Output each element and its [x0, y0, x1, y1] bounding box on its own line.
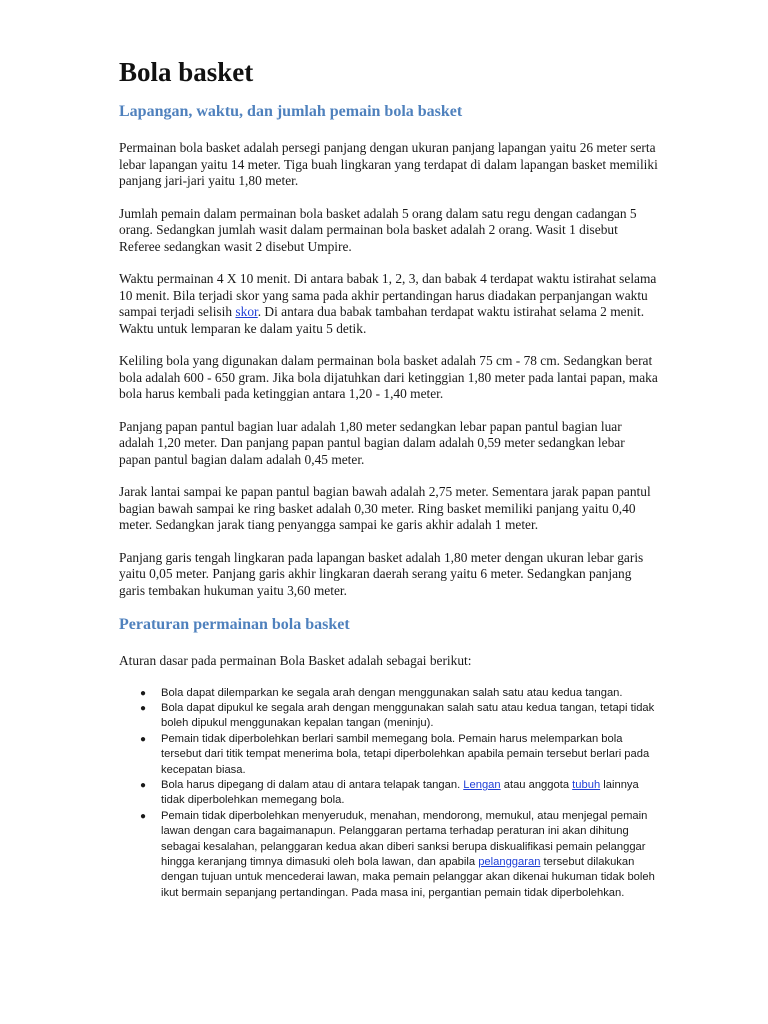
paragraph-keliling-bola: Keliling bola yang digunakan dalam permainan bola basket adalah 75 cm - 78 cm. Sedangkan berat bola adalah 600 - 650 gram. Jika bola dijatuhkan dari ketinggian 1,80 meter pada lantai papan, maka bola harus kembali pada ketinggian antara 1,20 - 1,40 meter.: [119, 353, 658, 401]
rules-list: [119, 686, 659, 902]
list-item-text: Pemain tidak diperbolehkan berlari sambil memegang bola. Pemain harus melemparkan bola tersebut dari titik tempat menerima bola, tetapi diperbolehkan apabila pemain tersebut berlari pada kecepatan biasa.: [161, 732, 650, 776]
paragraph-lapangan: Permainan bola basket adalah persegi panjang dengan ukuran panjang lapangan yaitu 26 meter serta lebar lapangan yaitu 14 meter. Tiga buah lingkaran yang terdapat di dalam lapangan basket memiliki panjang jari-jari yaitu 1,80 meter.: [119, 140, 658, 188]
paragraph-garis-tengah: Panjang garis tengah lingkaran pada lapangan basket adalah 1,80 meter dengan ukuran lebar garis yaitu 0,05 meter. Panjang garis akhir lingkaran daerah serang yaitu 6 meter. Sedangkan panjang garis tembakan hukuman yaitu 3,60 meter.: [119, 549, 644, 598]
list-item: [119, 686, 659, 701]
list-item-text: Bola dapat dilemparkan ke segala arah dengan menggunakan salah satu atau kedua tangan.: [161, 686, 623, 699]
bullet-icon: ●: [140, 779, 147, 791]
section-heading-peraturan: Peraturan permainan bola basket: [119, 616, 350, 633]
paragraph-jumlah-pemain: Jumlah pemain dalam permainan bola basket adalah 5 orang dalam satu regu dengan cadangan 5 orang. Sedangkan jumlah wasit dalam permainan bola basket adalah 2 orang. Wasit 1 disebut Referee sedangkan wasit 2 disebut Umpire.: [119, 205, 637, 254]
link-pelanggaran[interactable]: pelanggaran: [478, 855, 541, 868]
document-page: [119, 56, 659, 901]
list-item: [119, 732, 659, 778]
paragraph-papan-pantul: Panjang papan pantul bagian luar adalah 1,80 meter sedangkan lebar papan pantul bagian luar adalah 1,20 meter. Dan panjang papan pantul bagian dalam adalah 0,59 meter sedangkan lebar papan pantul bagian dalam adalah 0,45 meter.: [119, 418, 625, 467]
list-item: [119, 778, 659, 809]
list-item: [119, 701, 659, 732]
bullet-icon: ●: [140, 687, 147, 699]
list-item-text-a: Pemain tidak diperbolehkan menyeruduk, menahan, mendorong, memukul, atau menjegal pemain lawan dengan cara bagaimanapun. Pelanggaran pertama terhadap peraturan ini akan dihitung sebagai kesalahan, pelanggaran kedua akan diberi sanksi berupa diskualifikasi pemain pelanggar hingga keranjang timnya dimasuki oleh bola lawan, dan apabila: [161, 809, 648, 868]
paragraph-aturan-intro: Aturan dasar pada permainan Bola Basket adalah sebagai berikut:: [119, 653, 472, 668]
list-item-text-b: tersebut dilakukan dengan tujuan untuk mencederai lawan, maka pemain pelanggar akan dikenai hukuman tidak boleh ikut bermain sepanjang pertandingan. Pada masa ini, pergantian pemain tidak diperbolehkan.: [161, 855, 655, 899]
section-heading-lapangan: Lapangan, waktu, dan jumlah pemain bola basket: [119, 103, 463, 120]
list-item-text: Bola dapat dipukul ke segala arah dengan menggunakan salah satu atau kedua tangan, tetapi tidak boleh dipukul menggunakan kepalan tangan (meninju).: [161, 701, 655, 730]
link-tubuh[interactable]: tubuh: [572, 778, 601, 791]
bullet-icon: ●: [140, 810, 147, 822]
list-item-text-a: Bola harus dipegang di dalam atau di antara telapak tangan.: [161, 778, 464, 791]
link-skor[interactable]: skor: [235, 304, 258, 319]
list-item-text-c: lainnya tidak diperbolehkan memegang bola.: [161, 778, 639, 807]
bullet-icon: ●: [140, 702, 147, 714]
bullet-icon: ●: [140, 733, 147, 745]
page-title: Bola basket: [119, 57, 254, 87]
paragraph-waktu-text-b: . Di antara dua babak tambahan terdapat waktu istirahat selama 2 menit. Waktu untuk lemparan ke dalam yaitu 5 detik.: [119, 304, 645, 336]
paragraph-waktu-text-a: Waktu permainan 4 X 10 menit. Di antara babak 1, 2, 3, dan babak 4 terdapat waktu istirahat selama 10 menit. Bila terjadi skor yang sama pada akhir pertandingan harus diadakan perpanjangan waktu sampai terjadi selisih: [119, 271, 657, 319]
list-item-text-b: atau anggota: [500, 778, 573, 791]
list-item: [119, 809, 659, 901]
paragraph-waktu: [119, 271, 659, 337]
link-lengan[interactable]: Lengan: [463, 778, 501, 791]
paragraph-jarak-lantai: Jarak lantai sampai ke papan pantul bagian bawah adalah 2,75 meter. Sementara jarak papan pantul bagian bawah sampai ke ring basket adalah 0,30 meter. Ring basket memiliki panjang yaitu 0,40 meter. Sedangkan jarak tiang penyangga sampai ke garis akhir adalah 1 meter.: [119, 484, 651, 532]
